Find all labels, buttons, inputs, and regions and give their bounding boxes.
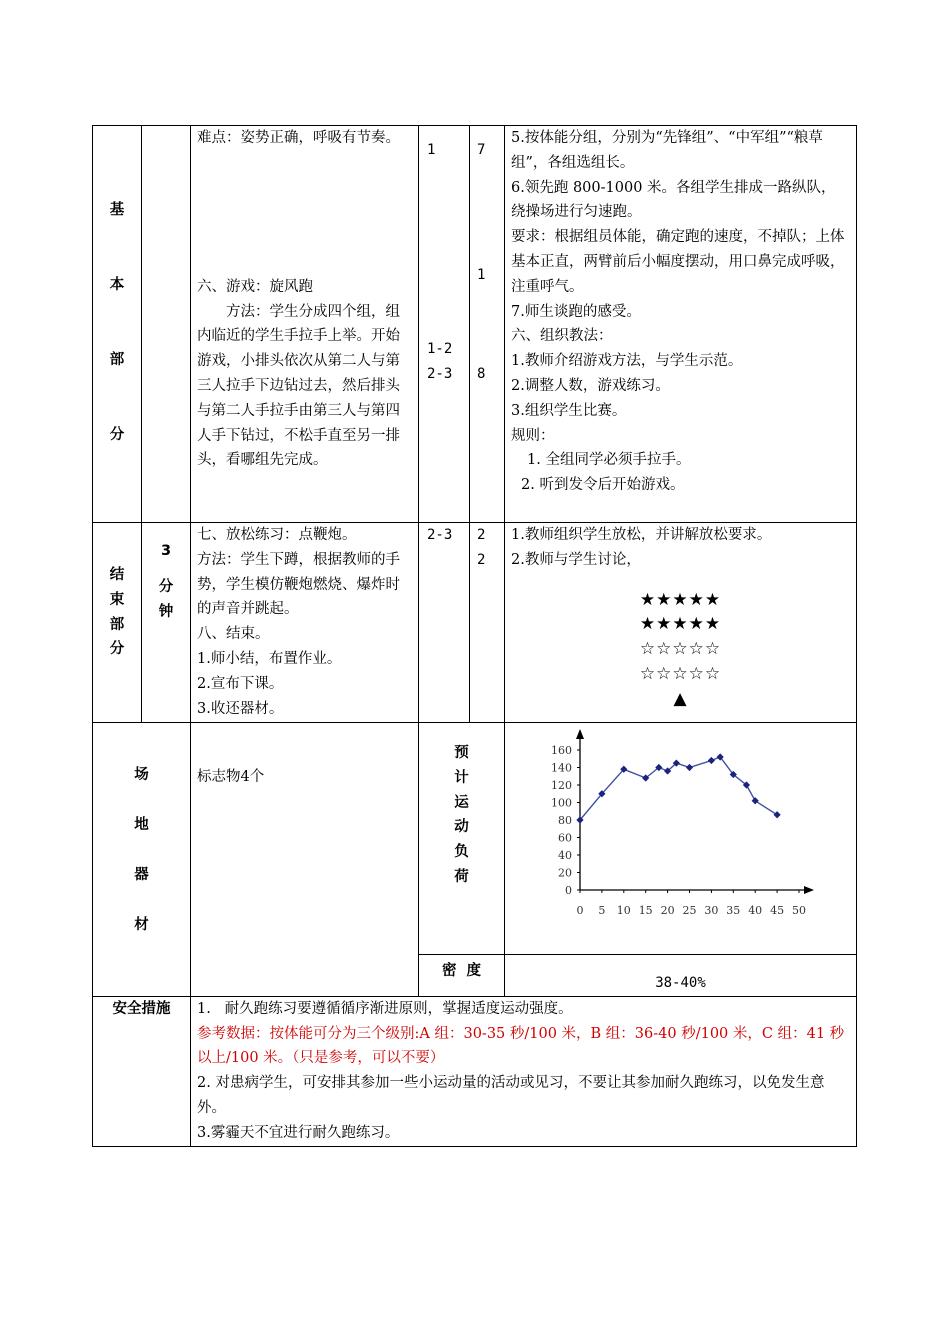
org-text: 5.按体能分组，分别为“先锋组”、“中军组”“粮草组”，各组选组长。 [511, 130, 823, 171]
ending-label-char: 束 [109, 591, 125, 608]
basic-count-cell [470, 126, 505, 523]
safety-item: 2. 对患病学生，可安排其参加一些小运动量的活动或见习，不要让其参加耐久跑练习，以免发生意外。 [197, 1075, 825, 1116]
ending-section-label [93, 523, 142, 723]
count-value: 1 [477, 266, 486, 283]
game-title: 六、游戏：旋风跑 [197, 278, 313, 295]
formation-diagram [511, 573, 850, 712]
basic-label-char: 分 [109, 427, 125, 443]
formation-row-hollow-stars: ☆☆☆☆☆ [639, 663, 722, 684]
rule-item: 1. 全组同学必须手拉手。 [527, 452, 691, 469]
basic-time-cell [419, 126, 470, 523]
load-label [419, 723, 505, 955]
load-label-char: 动 [454, 819, 469, 836]
org-text: 要求：根据组员体能，确定跑的速度，不掉队；上体基本正直，两臂前后小幅度摆动，用口鼻完成呼吸，注重呼气。 [511, 229, 845, 295]
basic-label-char: 部 [109, 352, 125, 368]
y-tick-label: 80 [558, 814, 572, 827]
time-value: 1 [427, 142, 436, 158]
load-label-char: 预 [454, 745, 469, 761]
safety-row [93, 996, 857, 1146]
y-axis-arrow-icon [576, 729, 584, 739]
rule-item: 2. 听到发令后开始游戏。 [521, 477, 685, 494]
safety-label-cell [93, 996, 191, 1146]
x-tick-label: 25 [682, 904, 697, 917]
data-point [752, 797, 759, 804]
org-text: 1.教师组织学生放松，并讲解放松要求。 [511, 527, 772, 543]
duration-unit: 分 [158, 579, 174, 595]
formation-row-filled-stars: ★★★★★ [639, 614, 722, 635]
safety-reference-data: 参考数据：按体能可分为三个级别:A 组：30-35 秒/100 米，B 组：36-40 秒/100 米，C 组：41 秒以上/100 米。（只是参考，可以不要） [197, 1025, 845, 1067]
venue-label-char: 场 [134, 767, 149, 783]
load-label-char: 运 [454, 794, 469, 811]
safety-item: 1. 耐久跑练习要遵循循序渐进原则，掌握适度运动强度。 [197, 1000, 573, 1017]
basic-content-cell [191, 126, 419, 523]
basic-label-char: 基 [109, 202, 125, 218]
formation-row-filled-stars: ★★★★★ [639, 589, 722, 610]
y-tick-label: 140 [551, 761, 572, 775]
ending-text: 方法：学生下蹲，根据教师的手势，学生模仿鞭炮燃烧、爆炸时的声音并跳起。 [197, 551, 400, 618]
time-value: 1-2 [427, 340, 453, 357]
basic-section-label [93, 126, 142, 523]
safety-content-cell [191, 996, 857, 1146]
equipment-text: 标志物4个 [197, 769, 265, 785]
x-tick-label: 10 [616, 904, 631, 917]
org-text: 1.教师介绍游戏方法，与学生示范。 [511, 353, 743, 370]
ending-count-cell [470, 523, 505, 723]
formation-row-hollow-stars: ☆☆☆☆☆ [639, 639, 722, 660]
y-tick-label: 100 [551, 796, 572, 810]
duration-unit: 钟 [158, 603, 174, 620]
data-point [686, 764, 693, 771]
org-text: 7.师生谈跑的感受。 [511, 303, 641, 320]
teacher-triangle-icon: ▲ [673, 688, 688, 709]
y-tick-label: 40 [558, 849, 572, 862]
equipment-cell [191, 723, 419, 997]
ending-label-char: 部 [109, 616, 125, 633]
density-label: 密 度 [441, 962, 482, 979]
exercise-load-chart [505, 723, 855, 945]
ending-text: 3.收还器材。 [197, 700, 284, 717]
org-text: 2.调整人数，游戏练习。 [511, 377, 670, 394]
y-tick-label: 120 [551, 779, 572, 792]
time-value: 2-3 [427, 527, 453, 543]
data-point [774, 811, 781, 818]
density-value-cell [505, 954, 857, 996]
venue-label [93, 723, 191, 997]
load-label-char: 荷 [454, 868, 469, 885]
count-value: 2 [477, 527, 486, 543]
x-tick-label: 35 [726, 904, 741, 917]
count-value: 8 [477, 365, 486, 382]
ending-label-char: 结 [109, 567, 125, 583]
x-tick-label: 30 [704, 904, 719, 917]
x-axis-arrow-icon [804, 886, 814, 894]
density-value: 38-40% [655, 975, 706, 991]
y-tick-label: 0 [565, 884, 572, 897]
x-tick-label: 5 [598, 904, 606, 917]
load-label-char: 计 [454, 769, 469, 786]
org-text: 六、组织教法： [511, 328, 613, 345]
y-tick-label: 60 [558, 831, 572, 845]
load-label-char: 负 [454, 844, 469, 861]
x-tick-label: 45 [770, 904, 785, 917]
load-chart-cell [505, 723, 857, 955]
org-text: 规则： [511, 427, 555, 444]
x-tick-label: 40 [748, 904, 763, 917]
org-text: 3.组织学生比赛。 [511, 402, 627, 419]
difficulty-text: 难点：姿势正确，呼吸有节奏。 [197, 130, 400, 146]
safety-item: 3.雾霾天不宜进行耐久跑练习。 [197, 1124, 400, 1141]
ending-content-cell [191, 523, 419, 723]
ending-section-row [93, 523, 857, 723]
venue-label-char: 材 [134, 917, 149, 933]
x-tick-label: 0 [576, 904, 584, 917]
basic-label-char: 本 [109, 277, 125, 293]
load-series-line [580, 757, 777, 820]
venue-row [93, 723, 857, 955]
ending-duration-cell [142, 523, 191, 723]
ending-organization-cell [505, 523, 857, 723]
venue-label-char: 地 [134, 817, 149, 833]
basic-organization-cell [505, 126, 857, 523]
basic-section-row [93, 126, 857, 523]
density-label-cell [419, 954, 505, 996]
count-value: 2 [477, 551, 486, 568]
basic-duration-cell [142, 126, 191, 523]
y-tick-label: 160 [551, 744, 572, 757]
lesson-plan-table [92, 125, 857, 1147]
venue-label-char: 器 [134, 867, 149, 883]
x-tick-label: 50 [792, 904, 806, 917]
org-text: 2.教师与学生讨论， [511, 551, 641, 568]
y-tick-label: 20 [558, 866, 572, 880]
ending-text: 八、结束。 [197, 626, 270, 643]
data-point [708, 757, 715, 764]
time-value: 2-3 [427, 365, 453, 382]
duration-number: 3 [160, 543, 172, 559]
count-value: 7 [477, 142, 486, 158]
ending-time-cell [419, 523, 470, 723]
x-tick-label: 15 [638, 904, 653, 917]
x-tick-label: 20 [660, 904, 675, 917]
game-method-text: 方法：学生分成四个组，组内临近的学生手拉手上举。开始游戏，小排头依次从第二人与第三人拉手下边钻过去，然后排头与第二人手拉手由第三人与第四人手下钻过，不松手直至另一排头，看哪组先完成。 [197, 303, 400, 469]
ending-text: 2.宣布下课。 [197, 675, 284, 692]
ending-text: 1.师小结，布置作业。 [197, 650, 342, 667]
org-text: 6.领先跑 800-1000 米。各组学生排成一路纵队，绕操场进行匀速跑。 [511, 179, 836, 221]
ending-label-char: 分 [109, 641, 125, 658]
safety-label: 安全措施 [112, 1000, 171, 1017]
ending-text: 七、放松练习：点鞭炮。 [197, 527, 357, 543]
